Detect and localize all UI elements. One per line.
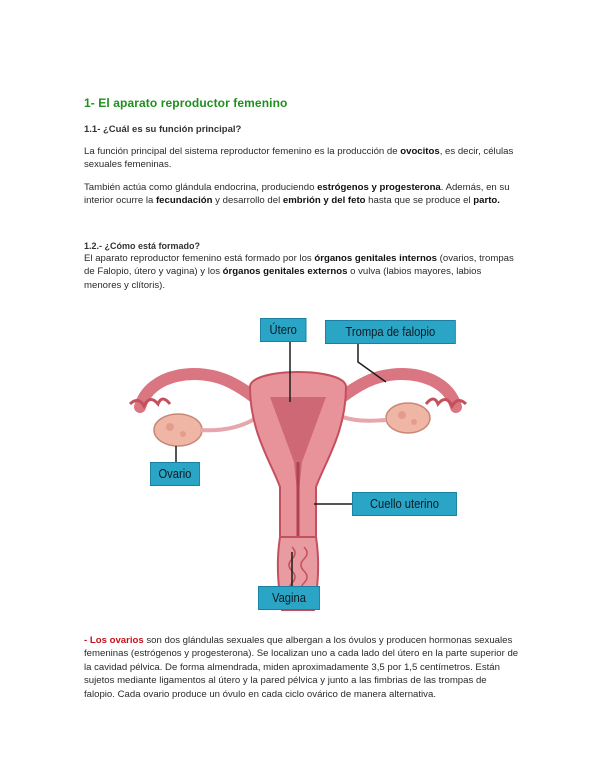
paragraph-endocrine: También actúa como glándula endocrina, produciendo estrógenos y progesterona. Además, en su interior ocurre la fecundación y desarrollo del embrión y del feto hasta que se produce el parto. <box>84 182 510 207</box>
label-trompa: Trompa de falopio <box>325 320 456 344</box>
paragraph-function: La función principal del sistema reproductor femenino es la producción de ovocitos, es decir, células sexuales femeninas. <box>84 146 514 171</box>
label-utero: Útero <box>260 318 306 342</box>
label-ovario: Ovario <box>150 462 200 486</box>
paragraph-structure: El aparato reproductor femenino está formado por los órganos genitales internos (ovarios, trompas de Falopio, útero y vagina) y los órganos genitales externos o vulva (labios mayores, labios menores y clítoris). <box>84 253 514 291</box>
label-vagina: Vagina <box>258 586 320 610</box>
paragraph-ovaries: - Los ovarios son dos glándulas sexuales que albergan a los óvulos y producen hormonas sexuales femeninas (estrógenos y progesterona). Se localizan uno a cada lado del útero en la parte superior de la cavidad pélvica. De forma almendrada, miden aproximadamente 3,5 por 1,5 centímetros. Están sujetos mediante ligamentos al útero y la pared pélvica y junto a las fimbrias de las trompas de falopio. Cada ovario produce un óvulo en cada ciclo ovárico de manera alternativa. <box>84 635 519 700</box>
question-heading-1: 1.1- ¿Cuál es su función principal? <box>84 124 242 135</box>
section-title: 1- El aparato reproductor femenino <box>84 96 288 110</box>
label-cuello-uterino: Cuello uterino <box>352 492 457 516</box>
question-heading-2: 1.2.- ¿Cómo está formado? <box>84 241 201 251</box>
uterus-diagram <box>120 312 476 612</box>
